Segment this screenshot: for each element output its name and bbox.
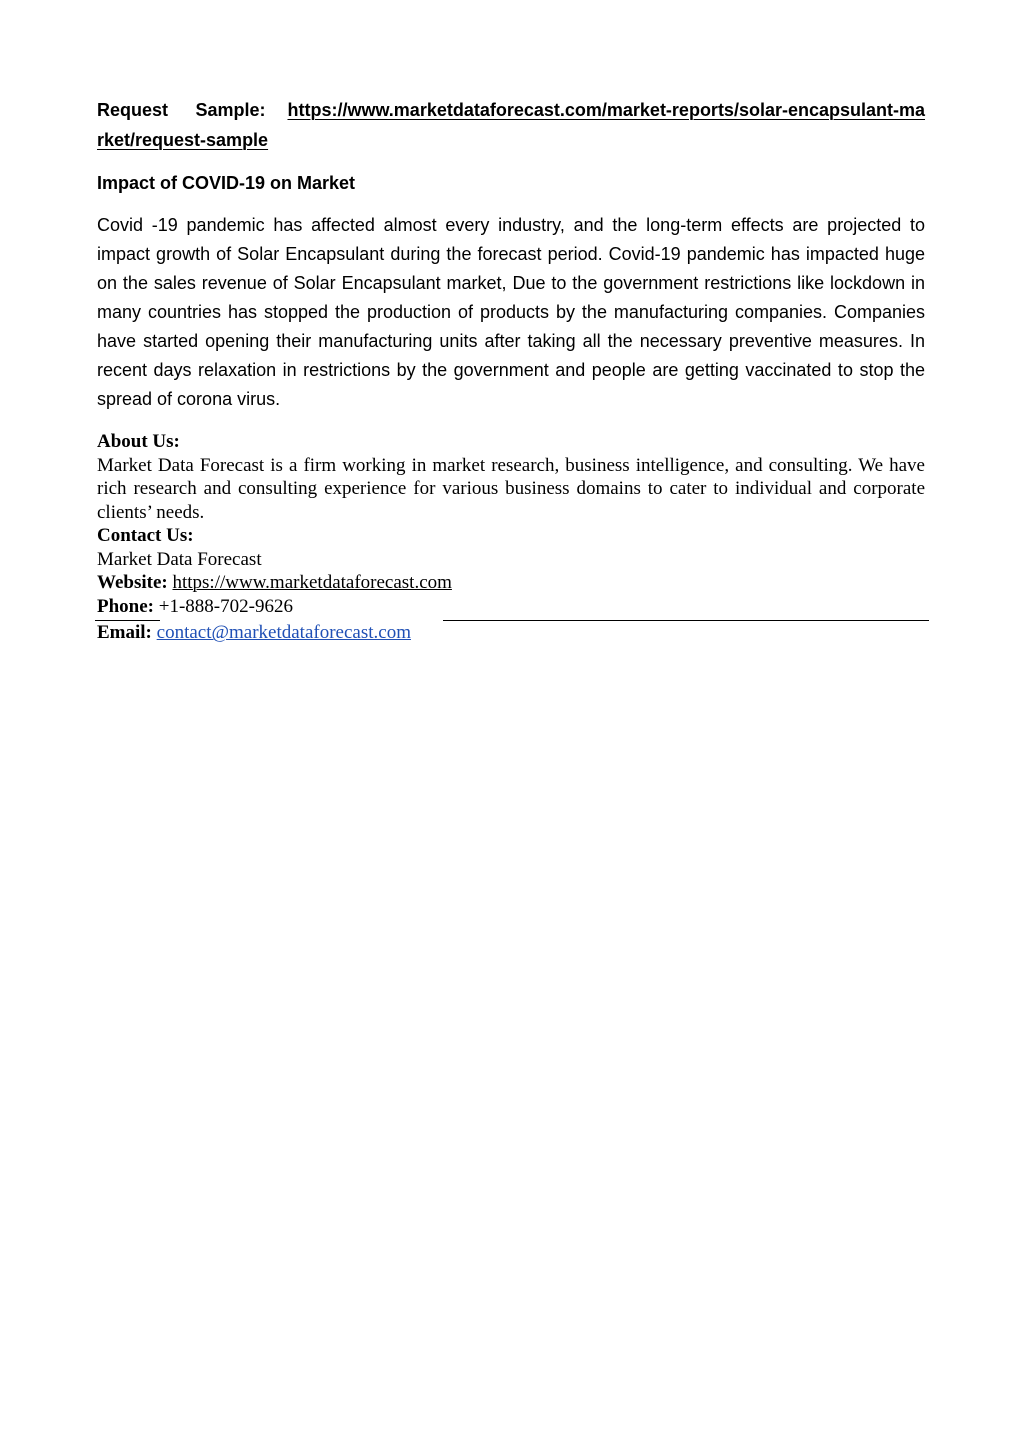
email-row (97, 621, 925, 645)
website-link[interactable]: https://www.marketdataforecast.com (172, 572, 452, 593)
document-page (97, 95, 925, 645)
phone-row (97, 595, 925, 619)
request-sample-line (97, 95, 925, 155)
about-paragraph: Market Data Forecast is a firm working in market research, business intelligence, and consulting. We have rich research and consulting experience for various business domains to cater to individual and corporate clients’ needs. (97, 454, 925, 523)
about-heading: About Us: (97, 431, 180, 452)
website-row (97, 571, 925, 595)
email-link[interactable]: contact@marketdataforecast.com (156, 622, 411, 643)
divider-right (443, 620, 929, 621)
contact-company: Market Data Forecast (97, 548, 262, 570)
request-sample-label: Request Sample: (97, 100, 266, 120)
impact-heading: Impact of COVID-19 on Market (97, 173, 356, 193)
contact-heading: Contact Us: (97, 525, 194, 546)
website-label: Website: (97, 572, 168, 593)
phone-value: +1-888-702-9626 (158, 595, 293, 617)
email-label: Email: (97, 622, 152, 643)
impact-paragraph: Covid -19 pandemic has affected almost every industry, and the long-term effects are projected to impact growth of Solar Encapsulant during the forecast period. Covid-19 pandemic has impacted huge on the sales revenue of Solar Encapsulant market, Due to the government restrictions like lockdown in many countries has stopped the production of products by the manufacturing companies. Companies have started opening their manufacturing units after taking all the necessary preventive measures. In recent days relaxation in restrictions by the government and people are getting vaccinated to stop the spread of corona virus. (97, 215, 925, 409)
divider-left (95, 620, 160, 621)
phone-label: Phone: (97, 595, 154, 617)
request-sample-link[interactable]: https://www.marketdataforecast.com/market-reports/solar-encapsulant-market/request-sample (97, 100, 925, 150)
